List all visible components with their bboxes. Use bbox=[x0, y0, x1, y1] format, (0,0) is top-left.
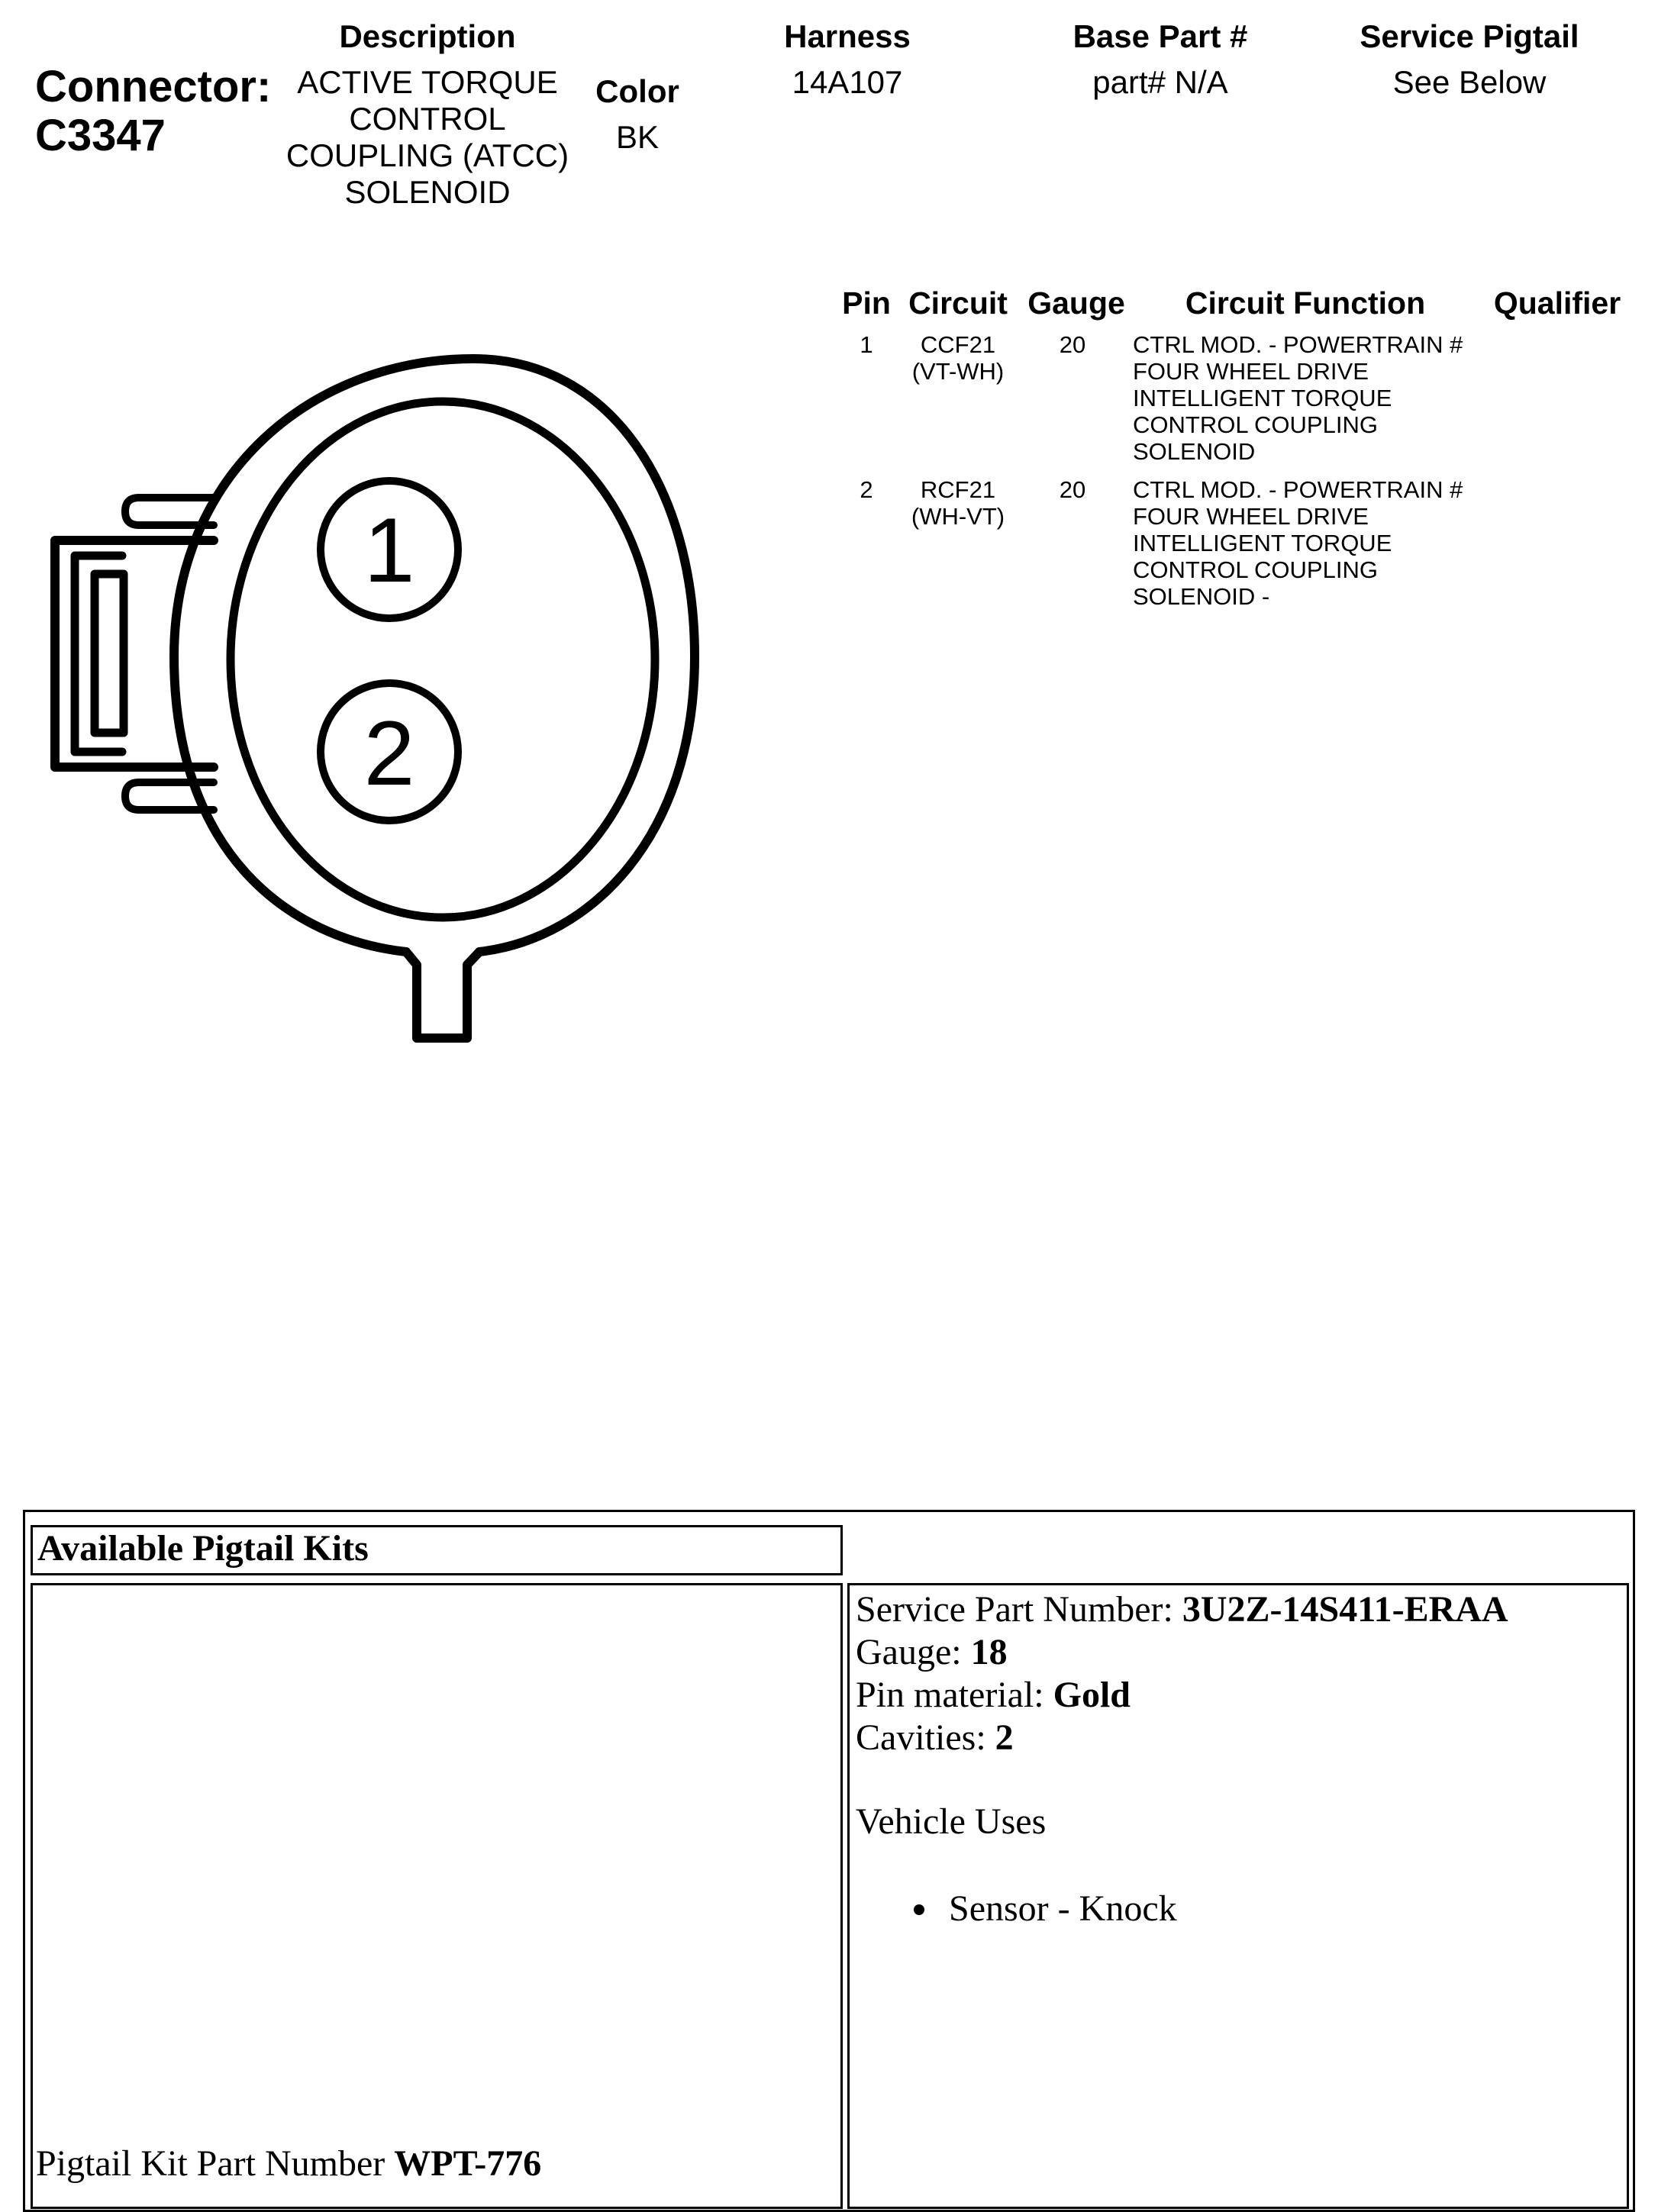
function-line: CONTROL COUPLING bbox=[1133, 411, 1378, 438]
header-service-pigtail: Service Pigtail bbox=[1360, 18, 1579, 54]
cavities-value: 2 bbox=[995, 1717, 1014, 1758]
function-line: CTRL MOD. - POWERTRAIN # bbox=[1133, 476, 1463, 503]
circuit-function-column-header: Circuit Function bbox=[1185, 285, 1426, 321]
circuit-name: RCF21 bbox=[920, 476, 996, 503]
cavities-label: Cavities: bbox=[856, 1717, 995, 1758]
pigtail-details bbox=[856, 1588, 1508, 1930]
gauge-value: 18 bbox=[970, 1632, 1008, 1672]
outer-shell bbox=[174, 359, 695, 952]
table-row-2-circuit bbox=[893, 476, 1023, 530]
keyway bbox=[406, 952, 479, 1038]
pigtail-details-box bbox=[847, 1583, 1629, 2209]
circuit-color: (VT-WH) bbox=[911, 358, 1005, 385]
table-row-1-pin: 1 bbox=[860, 331, 873, 358]
table-row-1-circuit bbox=[893, 331, 1023, 385]
connector-label: Connector: bbox=[35, 62, 272, 111]
service-part-value: 3U2Z-14S411-ERAA bbox=[1182, 1589, 1508, 1630]
header-color: Color bbox=[595, 73, 679, 109]
pigtail-gauge bbox=[856, 1631, 1508, 1674]
pin-column-header: Pin bbox=[842, 285, 891, 321]
connector-id: C3347 bbox=[35, 111, 166, 160]
service-part-label: Service Part Number: bbox=[856, 1589, 1182, 1630]
gauge-column-header: Gauge bbox=[1027, 285, 1125, 321]
cavities bbox=[856, 1717, 1508, 1759]
function-line: SOLENOID - bbox=[1133, 583, 1270, 610]
header-base-part: Base Part # bbox=[1073, 18, 1248, 54]
function-line: FOUR WHEEL DRIVE bbox=[1133, 358, 1369, 385]
description-line: COUPLING (ATCC) bbox=[285, 137, 569, 173]
pin-2-label: 2 bbox=[363, 702, 415, 805]
kit-part-value: WPT-776 bbox=[394, 2143, 542, 2184]
circuit-name: CCF21 bbox=[920, 331, 996, 358]
base-part-value: part# N/A bbox=[1092, 64, 1228, 100]
circuit-column-header: Circuit bbox=[908, 285, 1008, 321]
table-row-1-function bbox=[1133, 331, 1484, 465]
pigtail-image-box bbox=[31, 1583, 843, 2209]
description-line: ACTIVE TORQUE bbox=[297, 64, 558, 100]
table-row-2-function bbox=[1133, 476, 1484, 610]
header-description: Description bbox=[339, 18, 516, 54]
pin-material-value: Gold bbox=[1053, 1675, 1131, 1715]
pin-material-label: Pin material: bbox=[856, 1675, 1053, 1715]
vehicle-uses-label: Vehicle Uses bbox=[856, 1801, 1047, 1842]
table-row-1-gauge: 20 bbox=[1059, 331, 1086, 358]
kit-part-label: Pigtail Kit Part Number bbox=[36, 2143, 395, 2184]
service-part-number bbox=[856, 1588, 1508, 1631]
description-line: SOLENOID bbox=[344, 174, 511, 210]
pigtail-title-box bbox=[31, 1525, 843, 1575]
color-value: BK bbox=[615, 119, 660, 155]
connector-face-diagram bbox=[0, 0, 763, 1069]
function-line: SOLENOID bbox=[1133, 438, 1256, 465]
header-harness: Harness bbox=[784, 18, 911, 54]
circuit-color: (WH-VT) bbox=[911, 503, 1005, 530]
function-line: CTRL MOD. - POWERTRAIN # bbox=[1133, 331, 1463, 358]
latch-inner bbox=[95, 574, 124, 733]
function-line: CONTROL COUPLING bbox=[1133, 556, 1378, 583]
gauge-label: Gauge: bbox=[856, 1632, 971, 1672]
harness-value: 14A107 bbox=[792, 64, 903, 100]
pin-material bbox=[856, 1674, 1508, 1717]
bullet-icon bbox=[914, 1904, 924, 1915]
function-line: FOUR WHEEL DRIVE bbox=[1133, 503, 1369, 530]
table-row-2-pin: 2 bbox=[860, 476, 873, 503]
pigtail-title: Available Pigtail Kits bbox=[37, 1528, 369, 1569]
inner-face bbox=[231, 401, 655, 917]
vehicle-use-item bbox=[856, 1888, 1508, 1930]
pin-1-label: 1 bbox=[363, 499, 415, 601]
function-line: INTELLIGENT TORQUE bbox=[1133, 385, 1392, 411]
qualifier-column-header: Qualifier bbox=[1493, 285, 1621, 321]
table-row-2-gauge: 20 bbox=[1059, 476, 1086, 503]
vehicle-use-text: Sensor - Knock bbox=[949, 1888, 1177, 1929]
service-pigtail-value: See Below bbox=[1392, 64, 1547, 100]
description-line: CONTROL bbox=[349, 101, 506, 137]
function-line: INTELLIGENT TORQUE bbox=[1133, 530, 1392, 556]
pigtail-kit-part-number bbox=[36, 2143, 541, 2185]
